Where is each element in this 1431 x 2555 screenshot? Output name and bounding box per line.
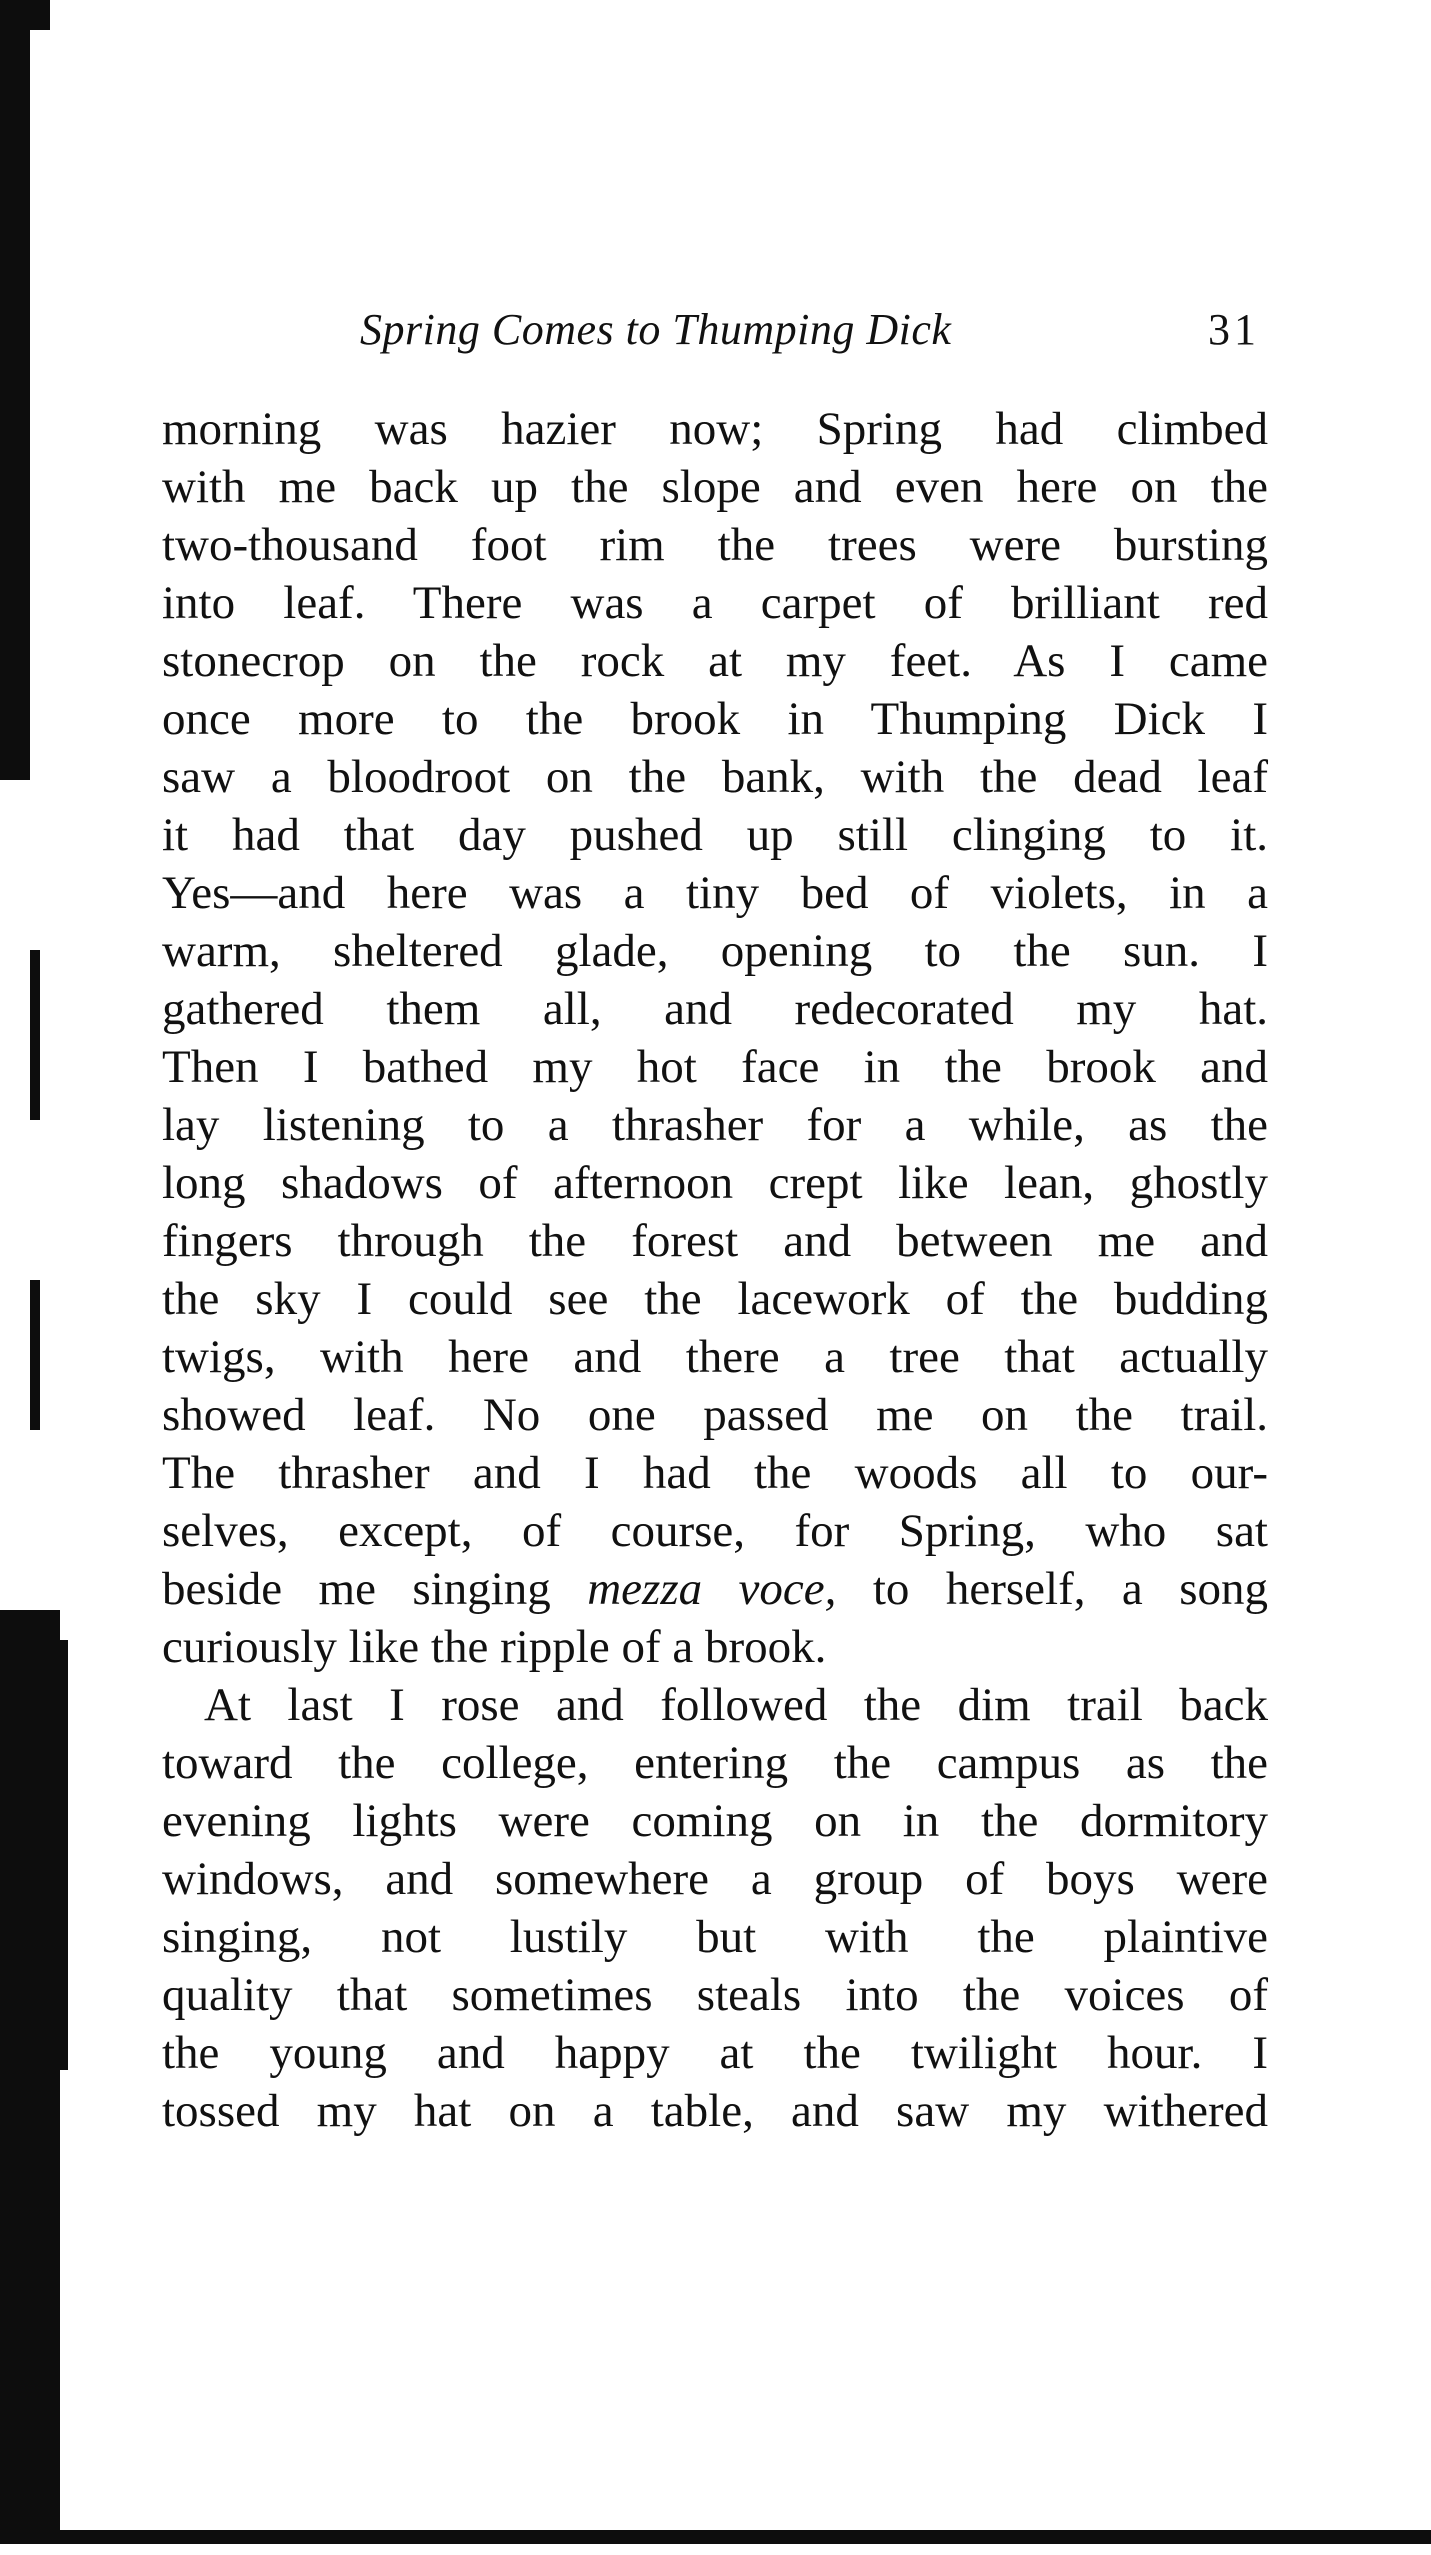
text-line: tossed my hat on a table, and saw my withered: [162, 2085, 1268, 2137]
text-line: into leaf. There was a carpet of brilliant red: [162, 577, 1268, 629]
text-line: stonecrop on the rock at my feet. As I came: [162, 635, 1268, 687]
text-line: with me back up the slope and even here on the: [162, 461, 1268, 513]
text-line: twigs, with here and there a tree that actually: [162, 1331, 1268, 1383]
text-line: saw a bloodroot on the bank, with the dead leaf: [162, 751, 1268, 803]
text-line: two-thousand foot rim the trees were bursting: [162, 519, 1268, 571]
text-line: quality that sometimes steals into the voices of: [162, 1969, 1268, 2021]
text-line: gathered them all, and redecorated my hat.: [162, 983, 1268, 1035]
page-bottom-edge: [0, 2530, 1431, 2544]
text-line: once more to the brook in Thumping Dick I: [162, 693, 1268, 745]
text-line: The thrasher and I had the woods all to our-: [162, 1447, 1268, 1499]
binding-shadow: [30, 950, 40, 1120]
running-head-title: Spring Comes to Thumping Dick: [360, 305, 952, 354]
text-line: long shadows of afternoon crept like lean, ghostly: [162, 1157, 1268, 1209]
running-head: [360, 300, 1260, 360]
body-text: [162, 400, 1268, 2140]
text-line: singing, not lustily but with the plaintive: [162, 1911, 1268, 1963]
text-line: [162, 1560, 1268, 1618]
text-line: Yes—and here was a tiny bed of violets, in a: [162, 867, 1268, 919]
binding-shadow: [30, 1280, 40, 1430]
page-number: 31: [1208, 305, 1260, 354]
text-line: curiously like the ripple of a brook.: [162, 1621, 827, 1673]
text-line: fingers through the forest and between me and: [162, 1215, 1268, 1267]
text-line: showed leaf. No one passed me on the trail.: [162, 1389, 1268, 1441]
text-line: toward the college, entering the campus as the: [162, 1737, 1268, 1789]
paragraph-first-line: At last I rose and followed the dim trail back: [204, 1679, 1268, 1731]
text-line: the young and happy at the twilight hour. I: [162, 2027, 1268, 2079]
text-line: the sky I could see the lacework of the budding: [162, 1273, 1268, 1325]
text-line: Then I bathed my hot face in the brook and: [162, 1041, 1268, 1093]
text-line: morning was hazier now; Spring had climbed: [162, 403, 1268, 455]
binding-shadow: [0, 0, 30, 780]
text-segment: to herself, a song: [836, 1563, 1269, 1615]
text-line: warm, sheltered glade, opening to the sun. I: [162, 925, 1268, 977]
text-segment: beside me singing: [162, 1563, 588, 1615]
text-line: windows, and somewhere a group of boys were: [162, 1853, 1268, 1905]
binding-shadow: [20, 0, 50, 30]
italic-phrase: mezza voce,: [587, 1563, 837, 1615]
text-line: selves, except, of course, for Spring, who sat: [162, 1505, 1268, 1557]
text-line: it had that day pushed up still clinging to it.: [162, 809, 1268, 861]
binding-shadow: [40, 1640, 68, 2070]
text-line: evening lights were coming on in the dormitory: [162, 1795, 1268, 1847]
text-line: lay listening to a thrasher for a while, as the: [162, 1099, 1268, 1151]
